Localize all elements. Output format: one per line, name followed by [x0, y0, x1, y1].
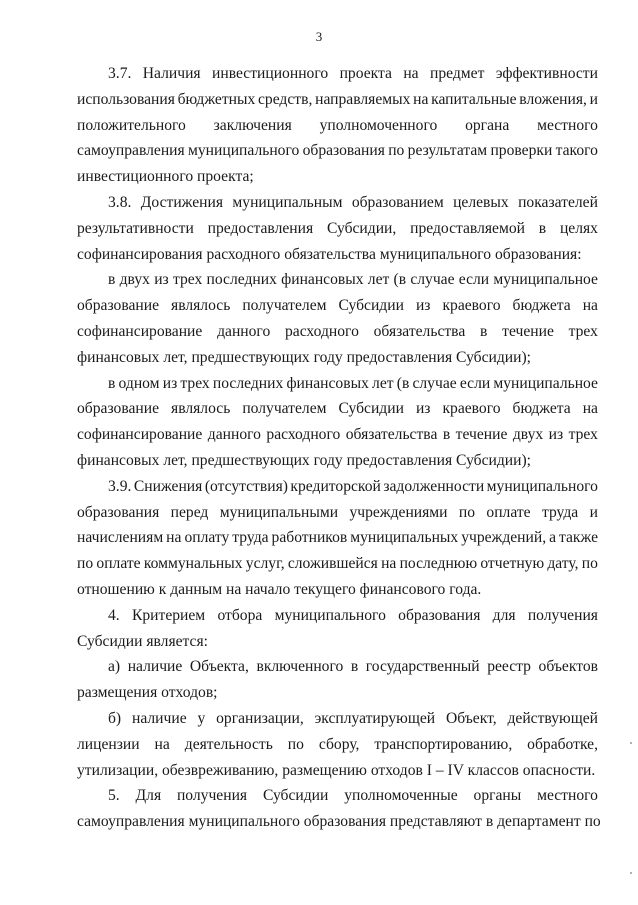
text-line: инвестиционного проекта;: [77, 168, 254, 186]
text-line: 3.7. Наличия инвестиционного проекта на предмет эффективности: [108, 65, 598, 82]
paragraph: [77, 371, 598, 474]
paragraph: [77, 267, 598, 370]
text-line: софинансирование данного расходного обязательства в течение двух из трех: [77, 426, 598, 444]
scan-speck: [630, 872, 632, 874]
text-line: утилизации, обезвреживанию, размещению отходов I – IV классов опасности.: [77, 761, 596, 779]
text-line: 5. Для получения Субсидии уполномоченные органы местного: [108, 787, 598, 805]
paragraph: [77, 783, 601, 835]
text-line: размещения отходов;: [77, 684, 218, 702]
text-line: а) наличие Объекта, включенного в государственный реестр объектов: [108, 658, 598, 676]
document-body: [77, 61, 601, 835]
paragraph: [77, 706, 598, 783]
text-line: образование являлось получателем Субсидии из краевого бюджета на: [77, 400, 598, 418]
text-line: в одном из трех последних финансовых лет (в случае если муниципальное: [108, 374, 598, 392]
text-line: по оплате коммунальных услуг, сложившейся на последнюю отчетную дату, по: [77, 555, 598, 573]
text-line: образования перед муниципальными учреждениями по оплате труда и: [77, 503, 598, 521]
text-line: б) наличие у организации, эксплуатирующей Объект, действующей: [108, 709, 598, 727]
text-line: начислениям на оплату труда работников муниципальных учреждений, а также: [77, 529, 598, 547]
paragraph: [77, 61, 598, 190]
text-line: результативности предоставления Субсидии, предоставляемой в целях: [77, 219, 598, 237]
text-line: самоуправления муниципального образования представляют в департамент по: [77, 813, 601, 831]
text-line: Субсидии является:: [77, 632, 208, 650]
text-line: образование являлось получателем Субсидии из краевого бюджета на: [77, 297, 598, 315]
text-line: отношению к данным на начало текущего финансового года.: [77, 580, 482, 598]
text-line: финансовых лет, предшествующих году предоставления Субсидии);: [77, 451, 532, 469]
paragraph: [77, 190, 598, 267]
text-line: использования бюджетных средств, направляемых на капитальные вложения, и: [77, 90, 598, 108]
paragraph: [77, 654, 598, 706]
text-line: финансовых лет, предшествующих году предоставления Субсидии);: [77, 348, 532, 366]
text-line: 3.9. Снижения (отсутствия) кредиторской задолженности муниципального: [108, 477, 598, 495]
text-line: самоуправления муниципального образования по результатам проверки такого: [77, 142, 598, 160]
page-number: 3: [315, 29, 323, 44]
text-line: положительного заключения уполномоченного органа местного: [77, 116, 598, 134]
text-line: в двух из трех последних финансовых лет (в случае если муниципальное: [108, 271, 598, 289]
text-line: софинансирования расходного обязательства муниципального образования:: [77, 245, 582, 263]
paragraph: [77, 474, 598, 603]
paragraph: [77, 603, 598, 655]
scan-speck: [630, 742, 632, 744]
text-line: 3.8. Достижения муниципальным образованием целевых показателей: [108, 193, 598, 211]
text-line: лицензии на деятельность по сбору, транспортированию, обработке,: [77, 735, 598, 753]
text-line: софинансирование данного расходного обязательства в течение трех: [77, 322, 598, 340]
text-line: 4. Критерием отбора муниципального образования для получения: [108, 606, 598, 624]
